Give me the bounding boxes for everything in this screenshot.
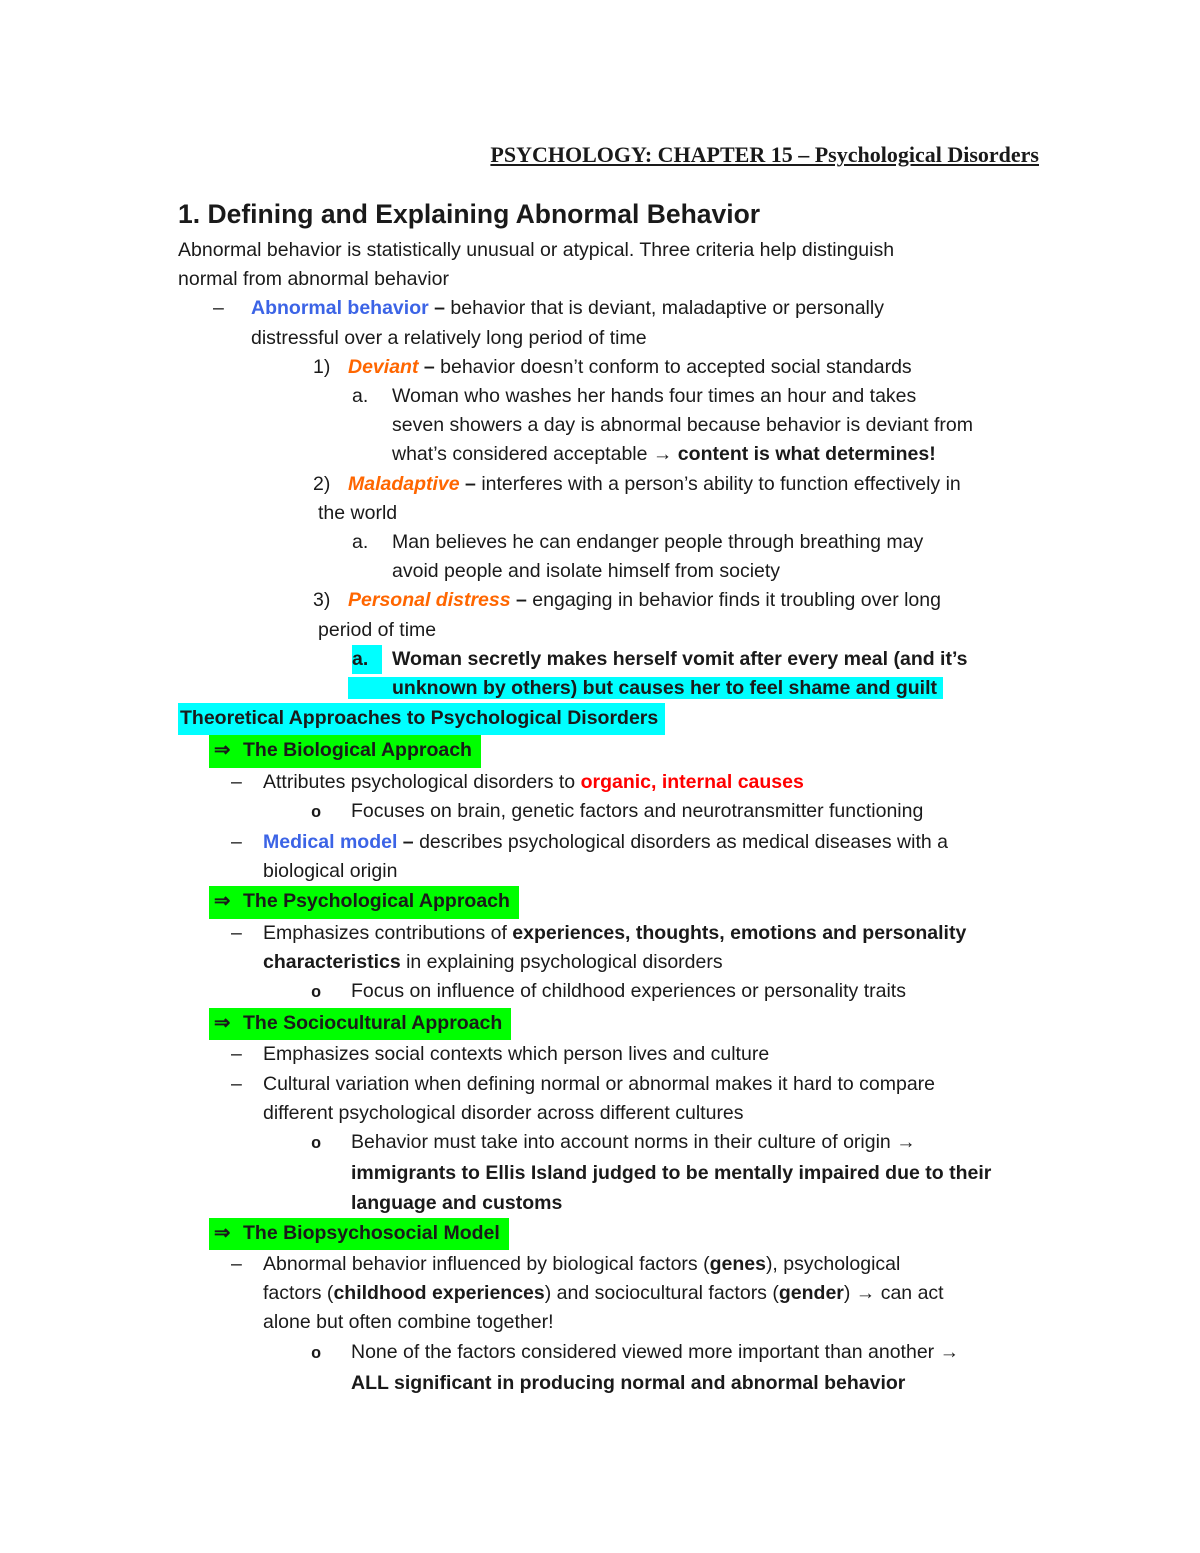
doc-line <box>352 382 1200 411</box>
list-marker: 2) <box>313 472 331 495</box>
text-segment: Medical model <box>263 831 398 854</box>
doc-line <box>209 1218 1200 1250</box>
green-highlight <box>209 886 519 918</box>
text-segment: The Biopsychosocial Model <box>243 1221 500 1244</box>
text-segment: different psychological disorder across different cultures <box>263 1101 744 1124</box>
list-marker: 1) <box>313 355 331 378</box>
list-marker: – <box>231 1072 242 1095</box>
text-segment: Cultural variation when defining normal or abnormal makes it hard to compare <box>263 1072 935 1095</box>
list-marker: 3) <box>313 589 331 612</box>
doc-line <box>313 353 1200 382</box>
text-segment: Maladaptive <box>348 472 460 495</box>
text-segment: ) <box>843 1282 856 1305</box>
doc-line <box>231 1070 1200 1099</box>
doc-line <box>231 919 1200 948</box>
text-segment: normal from abnormal behavior <box>178 268 449 291</box>
list-marker: ⇒ <box>214 1221 231 1244</box>
doc-line <box>392 557 1200 586</box>
doc-line <box>352 528 1200 557</box>
text-segment: Theoretical Approaches to Psychological Disorders <box>180 707 659 730</box>
list-marker: o <box>311 1135 322 1155</box>
doc-line <box>351 1369 1200 1398</box>
text-segment: Focus on influence of childhood experiences or personality traits <box>351 980 906 1003</box>
text-segment: alone but often combine together! <box>263 1311 554 1334</box>
text-segment: Attributes psychological disorders to <box>263 770 581 793</box>
text-segment: interferes with a person’s ability to function effectively in <box>481 472 961 495</box>
text-segment: → <box>939 1340 960 1363</box>
text-segment: seven showers a day is abnormal because behavior is deviant from <box>392 414 973 437</box>
text-segment: Man believes he can endanger people through breathing may <box>392 531 924 554</box>
doc-line <box>351 1189 1200 1218</box>
doc-line <box>209 886 1200 918</box>
text-segment: behavior that is deviant, maladaptive or personally <box>450 297 884 320</box>
text-segment: distressful over a relatively long period of time <box>251 326 647 349</box>
doc-line <box>348 674 1200 703</box>
text-segment: Woman secretly makes herself vomit after every meal (and it’s <box>392 647 968 670</box>
doc-line <box>263 1279 1200 1308</box>
text-segment: Deviant <box>348 355 419 378</box>
doc-line <box>231 768 1200 797</box>
list-marker: a. <box>352 645 392 674</box>
doc-line <box>392 440 1200 469</box>
text-segment: None of the factors considered viewed more important than another <box>351 1340 940 1363</box>
text-segment: Abnormal behavior influenced by biological factors ( <box>263 1252 710 1275</box>
list-marker: a. <box>352 531 369 554</box>
text-segment: gender <box>778 1282 844 1305</box>
doc-line <box>209 1008 1200 1040</box>
text-segment: → <box>855 1282 876 1305</box>
text-segment: ), psychological <box>765 1252 901 1275</box>
text-segment: ALL significant in producing normal and abnormal behavior <box>351 1371 906 1394</box>
list-marker: a. <box>352 385 369 408</box>
doc-line <box>313 586 1200 615</box>
text-segment: The Psychological Approach <box>243 890 510 913</box>
list-marker: o <box>311 803 322 823</box>
text-segment: ) and sociocultural factors ( <box>544 1282 779 1305</box>
text-segment: Behavior must take into account norms in their culture of origin <box>351 1131 897 1154</box>
list-marker: – <box>231 831 242 854</box>
list-marker: – <box>231 1043 242 1066</box>
doc-line <box>178 703 1200 735</box>
text-segment: describes psychological disorders as medical diseases with a <box>419 831 948 854</box>
doc-line <box>263 1099 1200 1128</box>
doc-line <box>351 1159 1200 1188</box>
list-marker: ⇒ <box>214 890 231 913</box>
text-segment: Emphasizes contributions of <box>263 921 513 944</box>
cyan-highlight <box>178 703 665 735</box>
text-segment: genes <box>709 1252 766 1275</box>
text-segment: Abnormal behavior is statistically unusual or atypical. Three criteria help distinguish <box>178 239 895 261</box>
text-segment: → content is what determines! <box>652 443 936 466</box>
document-body <box>0 236 1200 1398</box>
doc-line <box>311 977 1200 1008</box>
text-segment: the world <box>318 501 398 524</box>
text-segment: experiences, thoughts, emotions and personality <box>512 921 967 944</box>
text-segment: Personal distress <box>348 589 511 612</box>
text-segment: → <box>896 1131 916 1154</box>
doc-line <box>311 1338 1200 1369</box>
text-segment: avoid people and isolate himself from society <box>392 560 781 583</box>
text-segment: engaging in behavior finds it troubling over long <box>532 589 941 612</box>
text-segment: factors ( <box>263 1282 334 1305</box>
text-segment: in explaining psychological disorders <box>400 950 723 973</box>
green-highlight <box>209 1008 511 1040</box>
doc-line <box>263 948 1200 977</box>
list-marker: – <box>213 297 224 320</box>
text-segment: what’s considered acceptable <box>392 443 653 466</box>
list-marker: – <box>231 921 242 944</box>
text-segment: organic, internal causes <box>580 770 804 793</box>
doc-line <box>263 857 1200 886</box>
list-marker: – <box>231 770 242 793</box>
doc-line <box>392 411 1200 440</box>
text-segment: Focuses on brain, genetic factors and neurotransmitter functioning <box>351 799 924 822</box>
doc-line <box>318 616 1200 645</box>
section-heading: 1. Defining and Explaining Abnormal Behavior <box>178 199 761 229</box>
doc-line <box>311 1128 1200 1159</box>
doc-line <box>313 470 1200 499</box>
text-segment: language and customs <box>351 1191 563 1214</box>
text-segment: behavior doesn’t conform to accepted social standards <box>440 355 912 378</box>
doc-line <box>231 1040 1200 1069</box>
doc-line <box>178 236 1200 265</box>
doc-line <box>352 645 1200 674</box>
text-segment: unknown by others) but causes her to feel shame and guilt <box>348 677 943 699</box>
text-segment: characteristics <box>263 950 401 973</box>
text-segment: – <box>397 831 420 854</box>
text-segment: Abnormal behavior <box>251 297 429 320</box>
text-segment: The Biological Approach <box>243 739 472 762</box>
doc-line <box>263 1308 1200 1337</box>
text-segment: childhood experiences <box>333 1282 545 1305</box>
text-segment: Emphasizes social contexts which person lives and culture <box>263 1043 770 1066</box>
doc-line <box>251 324 1200 353</box>
document-title: PSYCHOLOGY: CHAPTER 15 – Psychological Disorders <box>490 142 1039 167</box>
text-segment: – <box>510 589 533 612</box>
text-segment: – <box>459 472 482 495</box>
list-marker: o <box>311 984 322 1004</box>
list-marker: ⇒ <box>214 1012 231 1035</box>
text-segment: The Sociocultural Approach <box>243 1012 503 1035</box>
doc-line <box>231 828 1200 857</box>
text-segment: period of time <box>318 618 437 641</box>
list-marker: o <box>311 1344 322 1364</box>
text-segment: Woman who washes her hands four times an hour and takes <box>392 385 917 408</box>
text-segment: biological origin <box>263 860 398 883</box>
green-highlight <box>209 735 481 767</box>
doc-line <box>213 294 1200 323</box>
green-highlight <box>209 1218 509 1250</box>
doc-line <box>231 1250 1200 1279</box>
doc-line <box>209 735 1200 767</box>
list-marker: ⇒ <box>214 739 231 762</box>
text-segment: can act <box>875 1282 944 1305</box>
doc-line <box>318 499 1200 528</box>
list-marker: – <box>231 1252 242 1275</box>
text-segment: immigrants to Ellis Island judged to be mentally impaired due to their <box>351 1162 992 1185</box>
doc-line <box>311 797 1200 828</box>
text-segment: – <box>418 355 441 378</box>
text-segment: – <box>428 297 451 320</box>
doc-line <box>178 265 1200 294</box>
